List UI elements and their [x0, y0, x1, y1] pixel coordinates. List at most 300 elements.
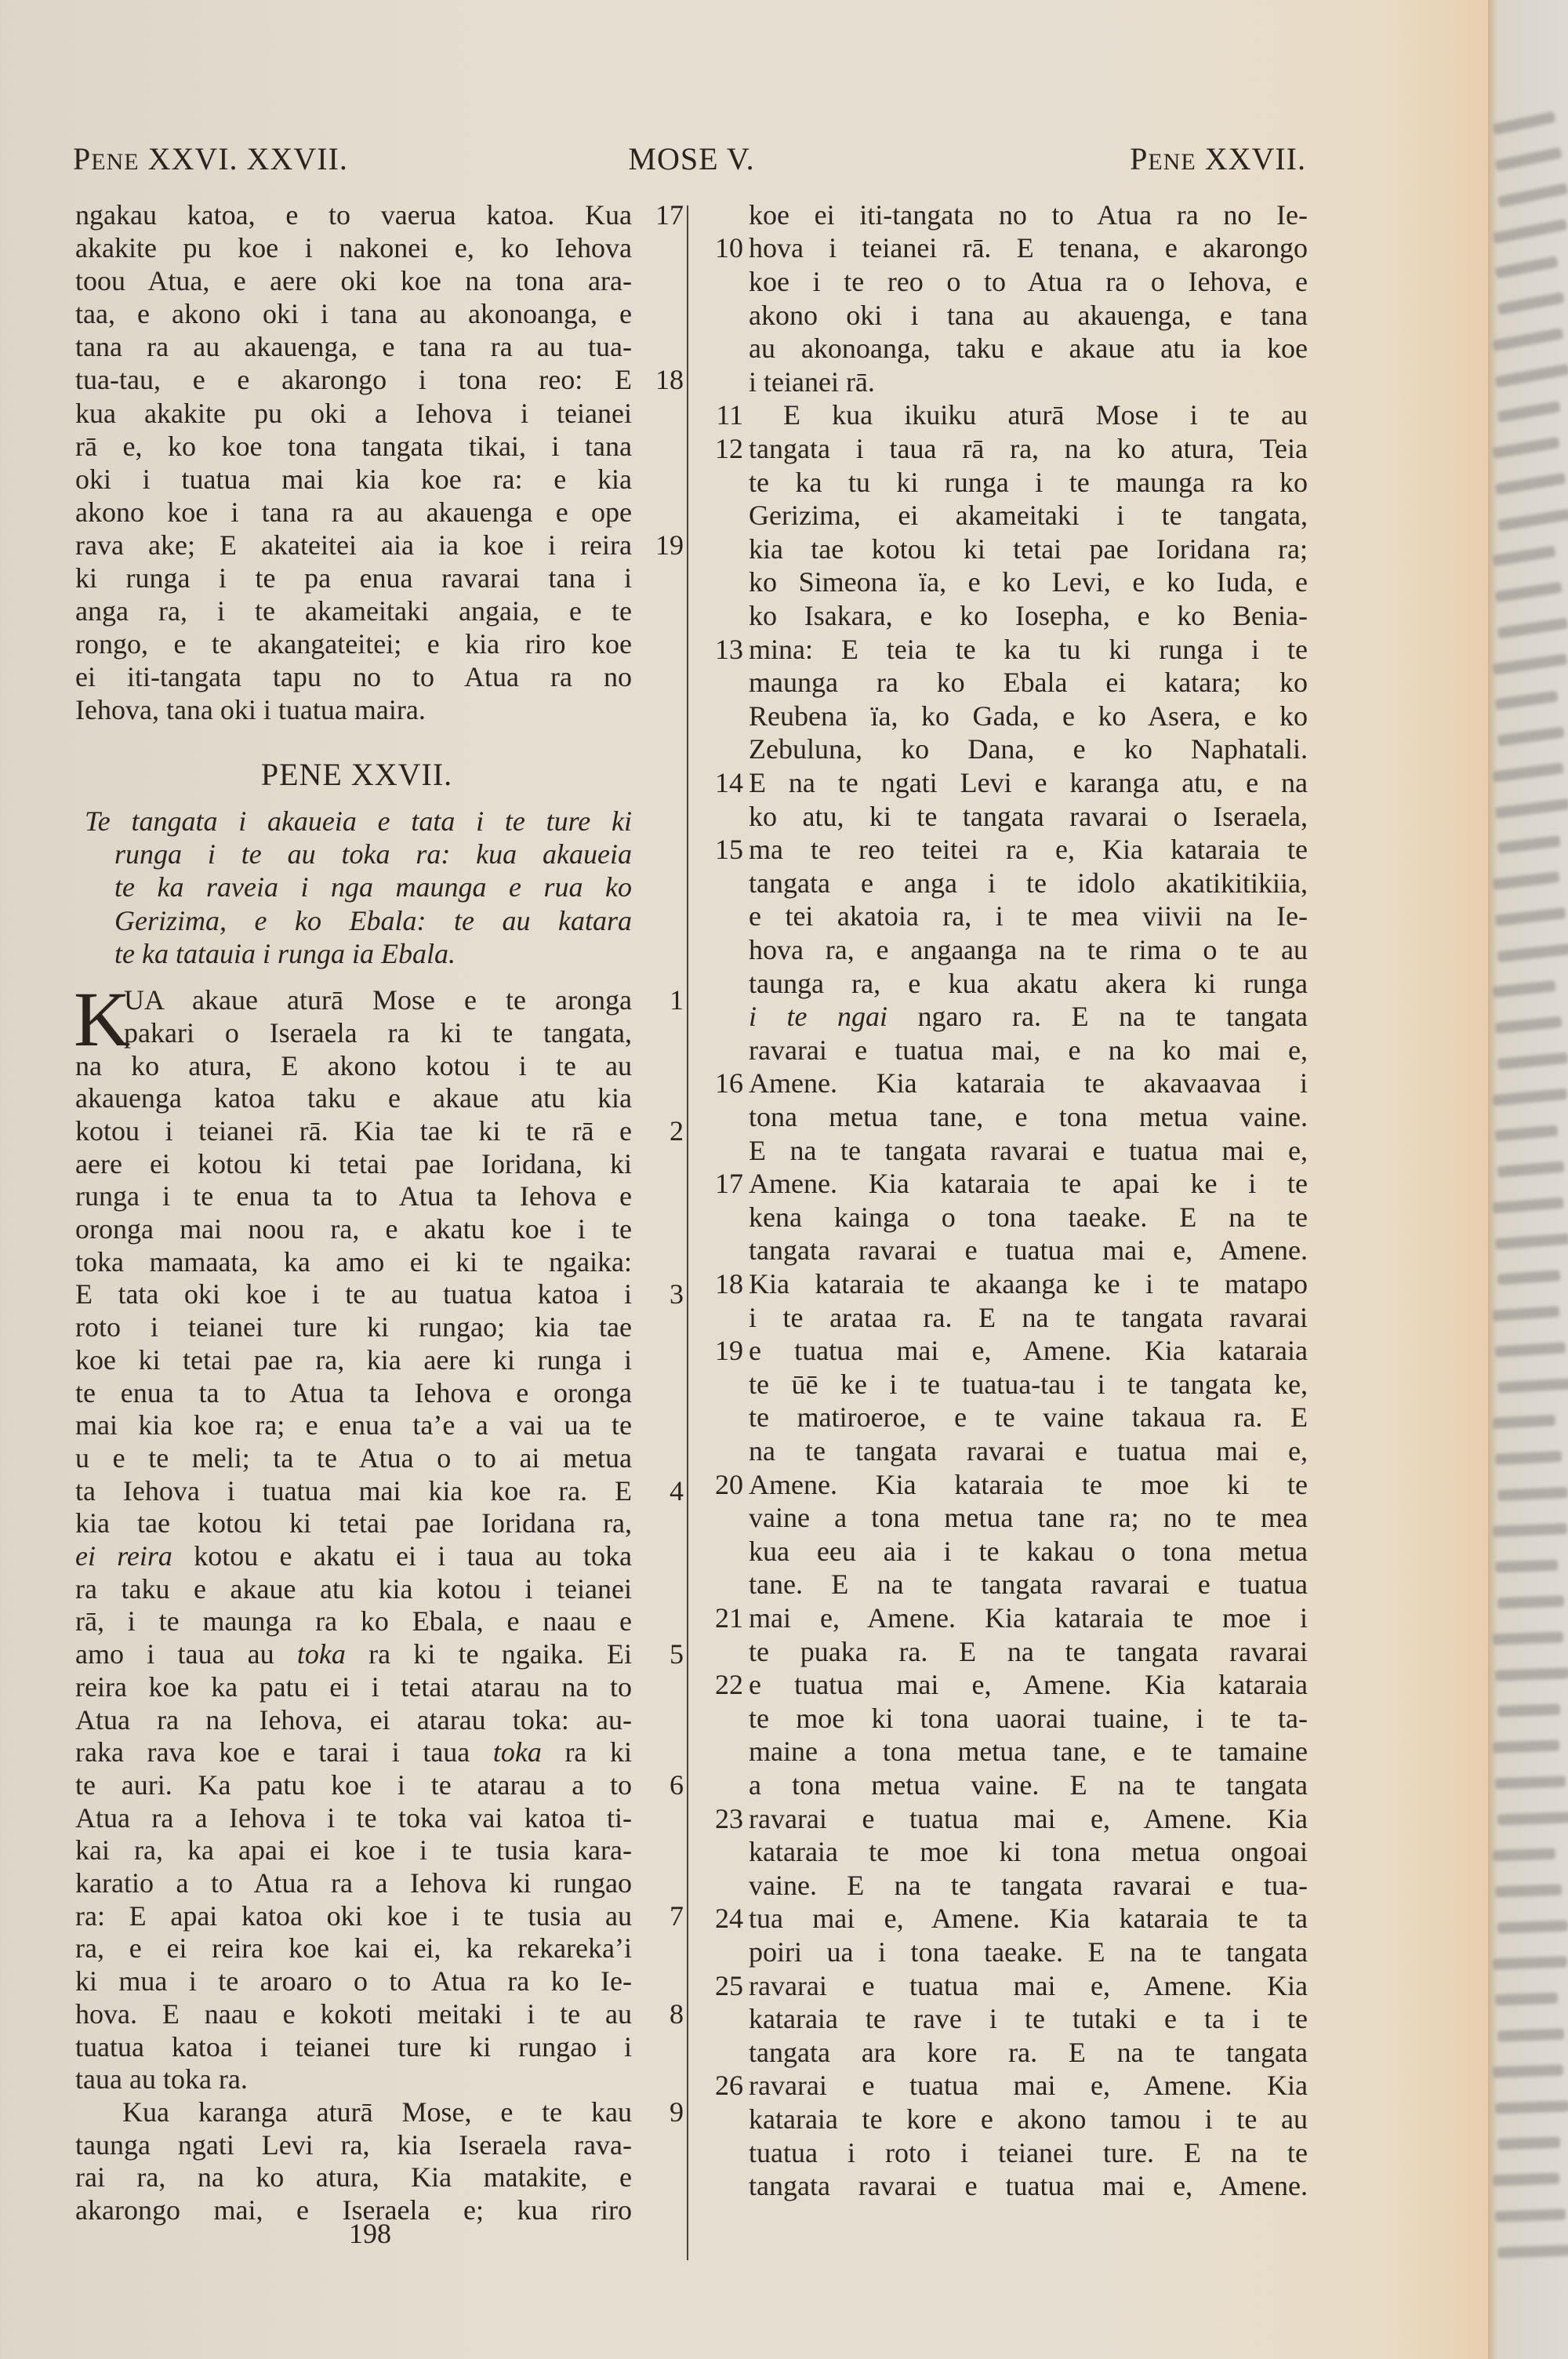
verse-number: 12 [715, 432, 743, 464]
next-page-text-blur [1495, 1233, 1568, 1249]
verse-number: 23 [715, 1802, 743, 1834]
line-text: akakite pu koe i nakonei e, ko Iehova [75, 232, 632, 264]
chapter-heading: PENE XXVII. [260, 757, 453, 792]
next-page-text-blur [1495, 1885, 1562, 1898]
next-page-text-blur [1495, 1993, 1558, 2006]
line-text: vaine. E na te tangata ravarai e tua- [749, 1869, 1308, 1901]
text-line [749, 1201, 1308, 1234]
text-line [749, 332, 1308, 365]
text-line [749, 2036, 1308, 2070]
line-text: ko Simeona ïa, e ko Levi, e ko Iuda, e [749, 566, 1308, 598]
text-segment: ra ki te ngaika. Ei [345, 1638, 633, 1670]
next-page-text-blur [1497, 292, 1564, 315]
text-line [75, 1965, 632, 1998]
line-text: kataraia te moe ki tona metua ongoai [749, 1836, 1308, 1868]
line-text: ko Isakara, e ko Iosepha, e ko Benia- [749, 599, 1308, 631]
verse-number: 5 [670, 1638, 684, 1670]
text-line [75, 1638, 632, 1671]
line-text: Amene. Kia kataraia te apai ke i te [749, 1168, 1308, 1200]
line-text: ko atu, ki te tangata ravarai o Iseraela, [749, 800, 1308, 832]
next-page-text-blur [1497, 2029, 1564, 2042]
line-text: koe ki tetai pae ra, kia aere ki runga i [75, 1343, 632, 1376]
line-text: toka mamaata, ka amo ei ki te ngaika: [75, 1245, 632, 1278]
text-line [75, 1148, 632, 1181]
line-text: oki i tuatua mai kia koe ra: e kia [75, 463, 632, 495]
line-text: kia tae kotou ki tetai pae Ioridana ra, [75, 1507, 632, 1539]
verse-number: 16 [715, 1067, 743, 1100]
verse-number: 3 [670, 1278, 684, 1310]
text-line [749, 599, 1308, 633]
line-text: a tona metua vaine. E na te tangata [749, 1768, 1308, 1801]
text-line [75, 198, 632, 231]
line-text: Atua ra a Iehova i te toka vai katoa ti- [75, 1801, 632, 1834]
line-text: akono oki i tana au akauenga, e tana [749, 299, 1308, 331]
next-page-text-blur [1494, 582, 1562, 603]
text-line [75, 1834, 632, 1867]
text-line [749, 466, 1308, 500]
text-line [75, 1311, 632, 1344]
verse-number: 21 [715, 1601, 743, 1634]
next-page-text-blur [1497, 1812, 1568, 1825]
next-page-text-blur [1497, 1704, 1560, 1717]
line-text: ra taku e akaue atu kia kotou i teianei [75, 1572, 632, 1605]
summary-text: runga i te au toka ra: kua akaueia [114, 838, 632, 871]
line-text: te enua ta to Atua ta Iehova e oronga [75, 1376, 632, 1408]
text-line [75, 2129, 632, 2162]
line-text: tua-tau, e e akarongo i tona reo: E [75, 364, 632, 396]
text-line [749, 1969, 1308, 2003]
verse-number: 26 [715, 2070, 743, 2102]
line-text: tuatua i roto i teianei ture. E na te [749, 2136, 1308, 2168]
line-text: rava ake; E akateitei aia ia koe i reira [75, 529, 632, 561]
line-text: ta Iehova i tuatua mai kia koe ra. E [75, 1474, 632, 1507]
text-line [75, 660, 632, 693]
line-text: te puaka ra. E na te tangata ravarai [749, 1635, 1308, 1667]
line-text: E na te tangata ravarai e tuatua mai e, [749, 1134, 1308, 1166]
line-text: ravarai e tuatua mai, e na ko mai e, [749, 1034, 1308, 1066]
line-text: maunga ra ko Ebala ei katara; ko [749, 667, 1308, 699]
text-line [75, 562, 632, 594]
line-text: au akonoanga, taku e akaue atu ia koe [749, 333, 1308, 365]
line-text: u e te meli; ta te Atua o to ai metua [75, 1441, 632, 1474]
text-line [75, 594, 632, 627]
summary-line [114, 871, 632, 903]
line-text: roto i teianei ture ki rungao; kia tae [75, 1311, 632, 1343]
line-text: rā, i te maunga ra ko Ebala, e naau e [75, 1605, 632, 1637]
text-line [749, 633, 1308, 667]
summary-line [114, 904, 632, 937]
next-page-text-blur [1494, 907, 1566, 926]
line-text: ma te reo teitei ra e, Kia kataraia te [749, 834, 1308, 866]
text-line [749, 1134, 1308, 1168]
next-page-edge [1488, 0, 1568, 2359]
verse-number: 17 [715, 1168, 743, 1200]
text-line [75, 1082, 632, 1115]
text-line [75, 1377, 632, 1410]
line-text: na ko atura, E akono kotou i te au [75, 1049, 632, 1081]
line-text: Amene. Kia kataraia te moe ki te [749, 1468, 1308, 1500]
text-line [749, 1735, 1308, 1768]
summary-line [85, 805, 632, 838]
next-page-text-blur [1495, 2208, 1566, 2222]
text-line [75, 1573, 632, 1606]
line-text: tana ra au akauenga, e tana ra au tua- [75, 331, 632, 363]
text-line [749, 900, 1308, 933]
text-line [749, 1902, 1308, 1936]
next-page-text-blur [1497, 1270, 1561, 1285]
next-page-text-blur [1492, 437, 1559, 459]
page-number: 198 [349, 2218, 391, 2249]
text-line [749, 1702, 1308, 1736]
text-line [75, 297, 632, 330]
text-line [749, 2002, 1308, 2036]
text-line [75, 1605, 632, 1638]
verse-number: 2 [670, 1114, 684, 1147]
summary-line [114, 937, 632, 970]
verse-number: 24 [715, 1903, 743, 1935]
next-page-text-blur [1495, 2100, 1568, 2114]
next-page-text-blur [1495, 1667, 1568, 1681]
next-page-text-blur [1493, 1523, 1567, 1537]
next-page-text-blur [1492, 328, 1563, 351]
line-text: ravarai e tuatua mai e, Amene. Kia [749, 1969, 1308, 2001]
text-line [75, 1409, 632, 1442]
verse-number: 25 [715, 1969, 743, 2001]
next-page-text-blur [1495, 1560, 1558, 1573]
text-line [75, 1736, 632, 1769]
running-header-left [73, 140, 348, 182]
text-line [749, 1368, 1308, 1401]
text-line [749, 1835, 1308, 1869]
line-text: tangata ravarai e tuatua mai e, Amene. [749, 2170, 1308, 2202]
line-text: kua akakite pu oki a Iehova i teianei [75, 397, 632, 429]
line-text: ra: E apai katoa oki koe i te tusia au [75, 1899, 632, 1932]
verse-number: 1 [670, 984, 684, 1016]
line-text: te ūē ke i te tuatua-tau i te tangata ke, [749, 1368, 1308, 1400]
text-line [749, 1034, 1308, 1067]
line-text: UA akaue aturā Mose e te aronga [124, 984, 632, 1016]
line-text: ra, e ei reira koe kai ei, ka rekareka’i [75, 1932, 632, 1965]
next-page-text-blur [1494, 256, 1558, 278]
text-line [75, 1213, 632, 1246]
next-page-text-blur [1497, 1378, 1568, 1393]
verse-number: 20 [715, 1468, 743, 1500]
text-line [749, 1234, 1308, 1267]
next-page-text-blur [1492, 871, 1559, 890]
summary-text: te ka raveia i nga maunga e rua ko [114, 871, 632, 903]
text-line [749, 867, 1308, 900]
text-line [749, 231, 1308, 265]
next-page-text-blur [1493, 2173, 1559, 2186]
next-page-text-blur [1495, 1776, 1566, 1789]
verse-number: 7 [670, 1899, 684, 1932]
next-page-text-blur [1494, 691, 1558, 711]
line-text: Amene. Kia kataraia te akavaavaa i [749, 1067, 1308, 1100]
text-line [75, 693, 632, 726]
text-line [75, 2063, 632, 2096]
line-text: taunga ra, e kua akatu akera ki runga [749, 967, 1308, 999]
line-text: taunga ngati Levi ra, kia Iseraela rava- [75, 2128, 632, 2161]
text-line [75, 2161, 632, 2194]
line-text: tangata ravarai e tuatua mai e, Amene. [749, 1234, 1308, 1267]
italic-text: ei reira [75, 1540, 172, 1572]
text-line [749, 766, 1308, 800]
verse-number: 22 [715, 1669, 743, 1701]
text-line [749, 1401, 1308, 1434]
line-text: tangata e anga i te idolo akatikitikiia, [749, 867, 1308, 899]
line-text: te matiroeroe, e te vaine takaua ra. E [749, 1401, 1308, 1434]
next-page-text-blur [1497, 1052, 1568, 1070]
line-text: akauenga katoa taku e akaue atu kia [75, 1082, 632, 1114]
italic-text: toka [492, 1736, 542, 1768]
line-text: Kua karanga aturā Mose, e te kau [122, 2095, 632, 2128]
text-line [75, 1998, 632, 2031]
text-segment: amo i taua au [75, 1638, 297, 1670]
line-text: ngakau katoa, e to vaerua katoa. Kua [75, 198, 632, 231]
next-page-text-blur [1497, 1161, 1565, 1178]
next-page-text-blur [1493, 1631, 1563, 1645]
verse-number: 14 [715, 766, 743, 798]
next-page-text-blur [1492, 980, 1555, 998]
text-line [749, 1468, 1308, 1502]
italic-text: i te ngai [749, 1001, 888, 1033]
next-page-text-blur [1497, 1920, 1568, 1933]
text-line [749, 432, 1308, 466]
line-text: karatio a to Atua ra a Iehova ki rungao [75, 1867, 632, 1899]
next-page-text-blur [1493, 1848, 1555, 1862]
text-line [749, 265, 1308, 299]
next-page-text-blur [1495, 1125, 1559, 1142]
line-text [749, 1000, 1308, 1034]
next-page-text-blur [1495, 1342, 1566, 1357]
summary-text: Te tangata i akaueia e tata i te ture ki [85, 805, 632, 837]
text-line [75, 1932, 632, 1965]
text-line [75, 1050, 632, 1083]
next-page-text-blur [1493, 219, 1568, 244]
summary-text: te ka tatauia i runga ia Ebala. [114, 937, 456, 969]
line-text: anga ra, i te akameitaki angaia, e te [75, 595, 632, 627]
text-line [749, 365, 1308, 399]
next-page-text-blur [1493, 1956, 1567, 1969]
line-text: rongo, e te akangateitei; e kia riro koe [75, 628, 632, 660]
text-line [749, 2103, 1308, 2136]
line-text: tona metua tane, e tona metua vaine. [749, 1100, 1308, 1132]
text-line [75, 1540, 632, 1573]
text-line [749, 1167, 1308, 1201]
text-line [749, 1601, 1308, 1635]
verse-number: 11 [716, 399, 743, 431]
text-line [749, 1568, 1308, 1601]
next-page-text-blur [1494, 798, 1568, 819]
text-line [75, 1246, 632, 1279]
text-line [749, 1936, 1308, 1969]
line-text: i teianei rā. [749, 365, 875, 398]
line-text: E kua ikuiku aturā Mose i te au [783, 399, 1308, 431]
text-line [749, 1267, 1308, 1301]
text-line [124, 984, 632, 1017]
line-text: akono koe i tana ra au akauenga e ope [75, 496, 632, 528]
next-page-text-blur [1492, 111, 1555, 135]
line-text [75, 1638, 632, 1671]
text-line [122, 2096, 632, 2129]
text-line [75, 1802, 632, 1835]
line-text: kena kainga o tona taeake. E na te [749, 1201, 1308, 1233]
text-line [75, 1442, 632, 1475]
text-line [749, 732, 1308, 766]
line-text: taa, e akono oki i tana au akonoanga, e [75, 298, 632, 330]
text-line [75, 496, 632, 529]
text-line [749, 198, 1308, 232]
next-page-text-blur [1493, 1740, 1559, 1754]
line-text: E tata oki koe i te au tuatua katoa i [75, 1278, 632, 1310]
text-line [749, 666, 1308, 700]
line-text: pakari o Iseraela ra ki te tangata, [124, 1016, 632, 1049]
text-line [749, 499, 1308, 533]
next-page-text-blur [1497, 835, 1560, 854]
next-page-text-blur [1492, 653, 1567, 674]
line-text: koe i te reo o to Atua ra o Iehova, e [749, 265, 1308, 297]
line-text: Iehova, tana oki i tuatua maira. [75, 694, 426, 726]
text-line [75, 1344, 632, 1377]
line-text: toou Atua, e aere oki koe na tona ara- [75, 265, 632, 297]
text-line [749, 1000, 1308, 1034]
line-text: Reubena ïa, ko Gada, e ko Asera, e ko [749, 700, 1308, 732]
summary-line [114, 838, 632, 871]
line-text: tua mai e, Amene. Kia kataraia te ta [749, 1903, 1308, 1935]
line-text: Zebuluna, ko Dana, e ko Naphatali. [749, 733, 1308, 765]
next-page-text-blur [1493, 1089, 1568, 1107]
column-divider [687, 205, 688, 2260]
verse-number: 19 [655, 529, 684, 561]
verse-number: 13 [715, 633, 743, 665]
next-page-text-blur [1493, 1306, 1560, 1321]
text-line [75, 1867, 632, 1900]
text-line [75, 430, 632, 463]
line-text: hova i teianei rā. E tenana, e akarongo [749, 232, 1308, 264]
line-text: rai ra, na ko atura, Kia matakite, e [75, 2161, 632, 2194]
line-text [75, 1540, 632, 1573]
next-page-text-blur [1497, 508, 1568, 531]
text-line [749, 1802, 1308, 1836]
text-line [75, 1900, 632, 1933]
text-line [749, 700, 1308, 733]
line-text: ravarai e tuatua mai e, Amene. Kia [749, 2070, 1308, 2102]
next-page-text-blur [1495, 1451, 1563, 1465]
line-text: oronga mai noou ra, e akatu koe i te [75, 1213, 632, 1245]
line-text: Gerizima, ei akameitaki i te tangata, [749, 500, 1308, 532]
text-line [75, 231, 632, 264]
text-line [749, 1635, 1308, 1669]
text-line [749, 800, 1308, 834]
text-line [749, 1668, 1308, 1702]
text-line [75, 1704, 632, 1737]
header-left-smallcaps: ENE [91, 149, 140, 175]
italic-text: toka [296, 1638, 346, 1670]
text-line [749, 533, 1308, 566]
text-line [749, 1768, 1308, 1802]
text-line [749, 1869, 1308, 1903]
line-text: hova ra, e angaanga na te rima o te au [749, 933, 1308, 965]
next-page-text-blur [1492, 546, 1555, 566]
text-line [75, 627, 632, 660]
text-line [749, 1535, 1308, 1568]
text-segment: ra ki [541, 1736, 633, 1768]
line-text: e tuatua mai e, Amene. Kia kataraia [749, 1669, 1308, 1701]
text-line [749, 833, 1308, 867]
text-line [75, 1507, 632, 1540]
text-line [749, 565, 1308, 599]
text-line [749, 2136, 1308, 2170]
verse-number: 8 [670, 1997, 684, 2030]
next-page-text-blur [1493, 2064, 1563, 2077]
drop-cap: K [74, 976, 131, 1063]
summary-text: Gerizima, e ko Ebala: te au katara [114, 904, 632, 936]
text-line [749, 933, 1308, 967]
line-text: runga i te enua ta to Atua ta Iehova e [75, 1180, 632, 1212]
line-text: tuatua katoa i teianei ture ki rungao i [75, 2030, 632, 2063]
verse-number: 15 [715, 834, 743, 866]
text-line [75, 363, 632, 396]
next-page-text-blur [1497, 183, 1568, 208]
next-page-text-blur [1497, 1487, 1568, 1501]
header-left-initial: P [73, 141, 92, 176]
verse-number: 4 [670, 1474, 684, 1507]
line-text: hova. E naau e kokoti meitaki i te au [75, 1997, 632, 2030]
line-text: kia tae kotou ki tetai pae Ioridana ra; [749, 533, 1308, 565]
line-text: i te arataa ra. E na te tangata ravarai [749, 1301, 1308, 1333]
text-line [749, 2069, 1308, 2103]
text-line [75, 1671, 632, 1704]
text-line [75, 529, 632, 562]
next-page-text-blur [1497, 617, 1568, 638]
next-page-text-blur [1495, 364, 1568, 388]
text-line [75, 1115, 632, 1148]
verse-number: 17 [655, 198, 684, 231]
next-page-text-blur [1497, 1596, 1564, 1609]
line-text: mai kia koe ra; e enua ta’e a vai ua te [75, 1409, 632, 1441]
header-right-smallcaps: ENE [1148, 149, 1196, 175]
text-line [75, 1769, 632, 1802]
next-page-text-blur [1497, 2137, 1560, 2150]
next-page-text-blur [1492, 762, 1563, 783]
verse-number: 18 [715, 1267, 743, 1299]
line-text: na te tangata ravarai e tuatua mai e, [749, 1434, 1308, 1467]
text-line [749, 967, 1308, 1001]
text-line [749, 1100, 1308, 1134]
text-line [749, 1334, 1308, 1368]
text-line [75, 1278, 632, 1311]
line-text: te ka tu ki runga i te maunga ra ko [749, 466, 1308, 498]
header-left-chapters: XXVI. XXVII. [139, 141, 348, 176]
line-text: e tei akatoia ra, i te mea viivii na Ie- [749, 900, 1308, 932]
line-text: tangata i taua rā ra, na ko atura, Teia [749, 432, 1308, 464]
verse-number: 18 [655, 364, 684, 396]
verse-number: 6 [670, 1768, 684, 1801]
text-line [75, 463, 632, 496]
next-page-text-blur [1497, 2245, 1568, 2258]
next-page-text-blur [1493, 1415, 1556, 1429]
line-text: tangata ara kore ra. E na te tangata [749, 2036, 1308, 2068]
line-text: Atua ra na Iehova, ei atarau toka: au- [75, 1703, 632, 1736]
text-segment: kotou e akatu ei i taua au toka [172, 1540, 632, 1572]
line-text: kataraia te rave i te tutaki e ta i te [749, 2003, 1308, 2035]
line-text: tane. E na te tangata ravarai e tuatua [749, 1568, 1308, 1601]
line-text: mina: E teia te ka tu ki runga i te [749, 633, 1308, 665]
line-text: aere ei kotou ki tetai pae Ioridana, ki [75, 1147, 632, 1180]
verse-number: 19 [715, 1335, 743, 1367]
line-text: koe ei iti-tangata no to Atua ra no Ie- [749, 198, 1308, 231]
verse-number: 9 [670, 2095, 684, 2128]
